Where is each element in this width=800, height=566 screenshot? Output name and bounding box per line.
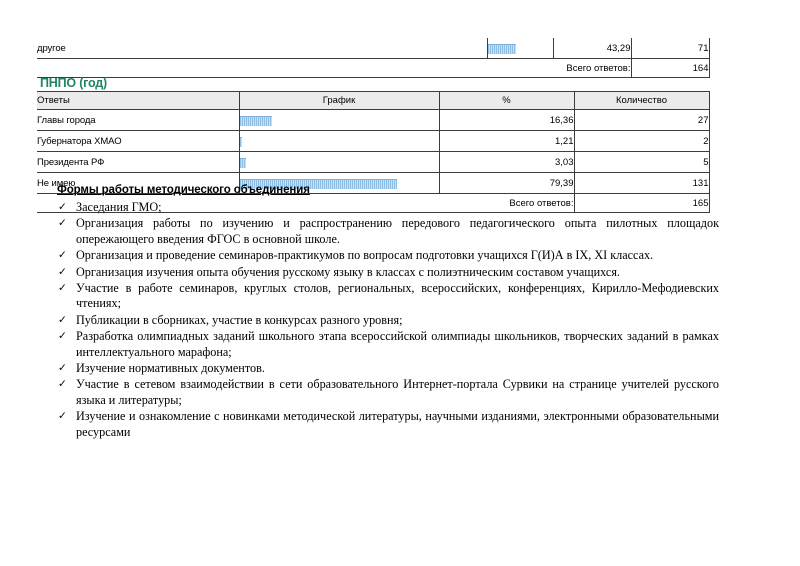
list-item-text: Разработка олимпиадных заданий школьного этапа всероссийской олимпиады школьников, творческих заданий в рамках интеллектуального марафона; xyxy=(76,329,719,359)
list-item-text: Изучение и ознакомление с новинками методической литературы, научными изданиями, электронными образовательными ресурсами xyxy=(76,409,719,439)
check-icon: ✓ xyxy=(58,362,67,375)
methods-list-block xyxy=(57,184,757,441)
section-heading: ПНПО (год) xyxy=(40,76,107,90)
list-item xyxy=(57,248,757,263)
table-row xyxy=(37,38,709,59)
cell-percent: 43,29 xyxy=(553,38,631,59)
cell-graph xyxy=(239,152,439,173)
table-header xyxy=(37,92,709,110)
bar-track xyxy=(240,137,439,146)
total-value: 164 xyxy=(631,59,709,78)
list-item xyxy=(57,377,757,408)
cell-percent: 1,21 xyxy=(439,131,574,152)
list-item-text: Организация изучения опыта обучения русскому языку в классах с полиэтническим составом учащихся. xyxy=(76,264,620,279)
check-icon: ✓ xyxy=(58,201,67,213)
check-icon: ✓ xyxy=(58,330,67,343)
column-header-count: Количество xyxy=(574,92,709,110)
total-value: 165 xyxy=(574,194,709,213)
cell-answer-label: Губернатора ХМАО xyxy=(37,131,239,152)
list-item-text: Изучение нормативных документов. xyxy=(76,361,265,376)
cell-graph xyxy=(239,131,439,152)
cell-count: 131 xyxy=(574,173,709,194)
list-item xyxy=(57,200,757,215)
list-item-text: Организация и проведение семинаров-практикумов по вопросам подготовки учащихся Г(И)А в IX, XI классах. xyxy=(76,248,654,263)
cell-graph xyxy=(239,110,439,131)
list-item-text: Организация работы по изучению и распространению передового педагогического опыта пилотных площадок опережающего введения ФГОС в основной школе. xyxy=(76,216,719,246)
table-row xyxy=(37,131,709,152)
cell-percent: 79,39 xyxy=(439,173,574,194)
cell-answer-label: другое xyxy=(37,38,487,59)
list-item xyxy=(57,409,757,440)
bar-fill xyxy=(488,44,516,54)
cell-count: 27 xyxy=(574,110,709,131)
list-item-text: Участие в сетевом взаимодействии в сети образовательного Интернет-портала Сурвики на странице учителей русского языка и литературы; xyxy=(76,377,719,407)
list-item xyxy=(57,313,757,328)
check-icon: ✓ xyxy=(58,313,67,326)
cell-spacer xyxy=(37,59,487,78)
list-item xyxy=(57,265,757,280)
check-icon: ✓ xyxy=(58,217,67,230)
column-header-percent: % xyxy=(439,92,574,110)
bar-fill xyxy=(240,137,242,147)
table-continuation-body xyxy=(37,38,709,78)
check-icon: ✓ xyxy=(58,410,67,423)
total-label: Всего ответов: xyxy=(239,194,574,213)
bar-track xyxy=(240,116,439,125)
cell-answer-label: Президента РФ xyxy=(37,152,239,173)
cell-count: 2 xyxy=(574,131,709,152)
bar-track xyxy=(488,44,553,53)
list-item-text: Публикации в сборниках, участие в конкурсах разного уровня; xyxy=(76,312,403,327)
check-icon: ✓ xyxy=(58,282,67,295)
cell-percent: 3,03 xyxy=(439,152,574,173)
table-row xyxy=(37,152,709,173)
cell-count: 71 xyxy=(631,38,709,59)
cell-answer-label: Главы города xyxy=(37,110,239,131)
survey-table-continuation xyxy=(37,38,710,78)
cell-count: 5 xyxy=(574,152,709,173)
bar-fill xyxy=(240,116,273,126)
list-item xyxy=(57,216,757,247)
list-title: Формы работы методического объединения xyxy=(57,184,310,196)
cell-percent: 16,36 xyxy=(439,110,574,131)
list-item xyxy=(57,361,757,376)
cell-graph xyxy=(487,38,553,59)
list-item xyxy=(57,329,757,360)
column-header-answer: Ответы xyxy=(37,92,239,110)
table-row xyxy=(37,110,709,131)
list-item-text: Заседания ГМО; xyxy=(76,200,162,214)
check-icon: ✓ xyxy=(58,378,67,391)
list-item xyxy=(57,281,757,312)
bar-track xyxy=(240,158,439,167)
check-icon: ✓ xyxy=(58,249,67,262)
list-item-text: Участие в работе семинаров, круглых столов, региональных, всероссийских, конференциях, Кирилло-Мефодиевских чтениях; xyxy=(76,281,719,311)
cell-answer-label: Не имею xyxy=(37,173,239,194)
table-total-row xyxy=(37,59,709,78)
bar-fill xyxy=(240,158,246,168)
column-header-graph: График xyxy=(239,92,439,110)
total-label: Всего ответов: xyxy=(487,59,631,78)
table-header-row xyxy=(37,92,709,110)
check-icon: ✓ xyxy=(58,265,67,278)
